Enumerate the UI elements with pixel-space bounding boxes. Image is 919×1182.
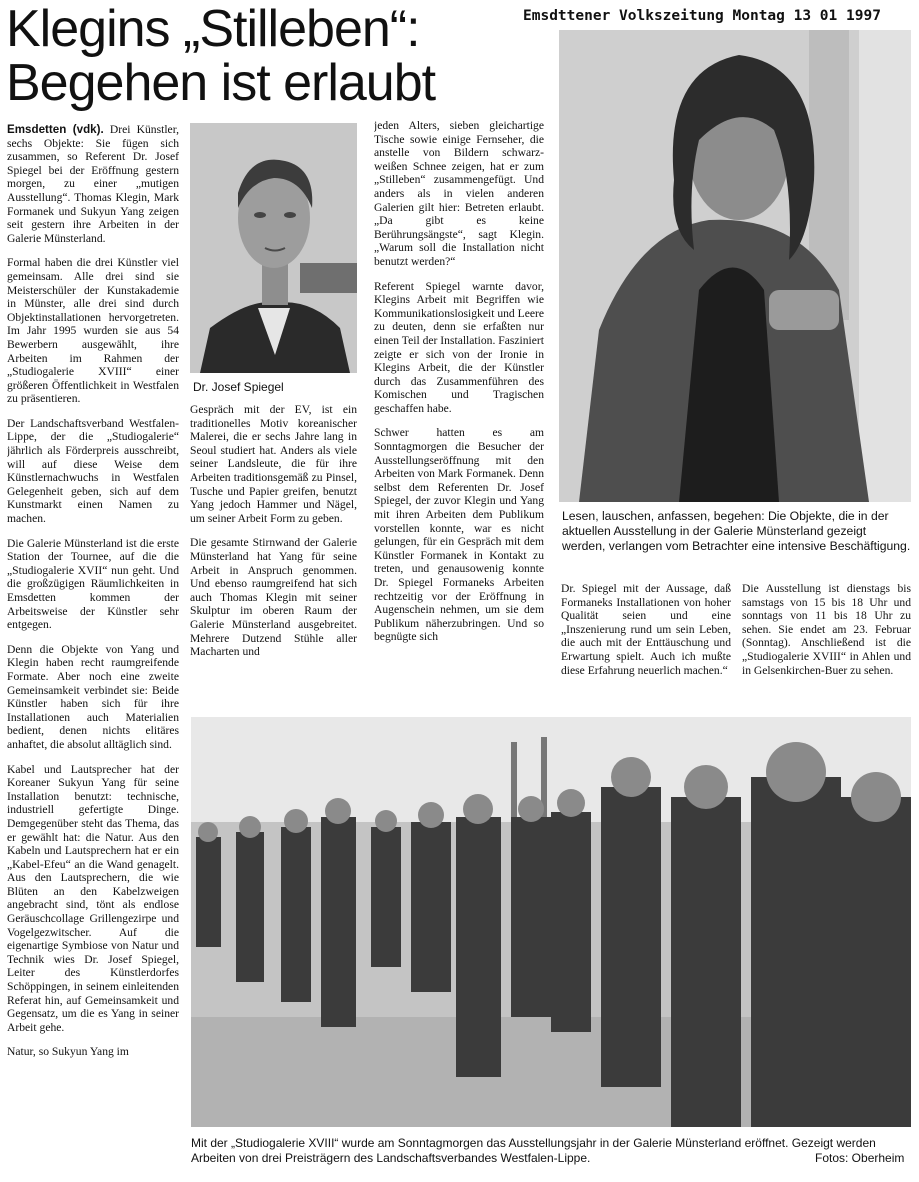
- woman-photo: [559, 30, 911, 502]
- article-column-4: [561, 582, 731, 712]
- paragraph: Referent Spiegel warnte davor, Klegins Arbeit mit Begriffen wie Kommunikationslosigkeit und Leere zu deuten, denn sie erfaßten nur einen Teil der Installation. Fasziniert zeigte er sich von der Ironie in Klegins Arbeit, die der Künstler durch das Zusammenführen des Komischen und Tragischen geschaffen habe.: [374, 279, 544, 415]
- woman-image: [559, 30, 911, 502]
- portrait-photo: [190, 123, 357, 373]
- article-column-5: [742, 582, 911, 712]
- paragraph: jeden Alters, sieben gleichartige Tische sowie einige Fernseher, die anstelle von Bildern schwarz-weißen Schnee zeigen, hat er zum „Stilleben“ zusammengefügt. Und anders als in vielen anderen Galerien gilt hier: Betreten erlaubt. „Da gibt es keine Berührungsängste“, sagt Klegin. „Warum soll die Installation nicht benutzt werden?“: [374, 119, 544, 268]
- photo-credit: Fotos: Oberheim: [815, 1151, 905, 1165]
- paragraph: Denn die Objekte von Yang und Klegin haben recht raumgreifende Formate. Aber noch eine zweite Gemeinsamkeit verbindet sie: Beide Künstler haben sich für ihre Installationen auch Materialien bedient, denen nichts elitäres anhaftet, die absolut alltäglich sind.: [7, 642, 179, 751]
- crowd-photo: [191, 717, 911, 1127]
- paragraph: Emsdetten (vdk). Drei Künstler, sechs Objekte: Sie fügen sich zusammen, so Referent Dr. Josef Spiegel bei der Eröffnung gestern morgen, zu einer „mutigen Ausstellung“. Thomas Klegin, Mark Formanek und Sukyun Yang zeigen seit gestern ihre Arbeiten in der Galerie Münsterland.: [7, 123, 179, 245]
- portrait-image: [190, 123, 357, 373]
- portrait-caption: Dr. Josef Spiegel: [193, 380, 284, 394]
- paragraph: Formal haben die drei Künstler viel gemeinsam. Alle drei sind sie Meisterschüler der Kunstakademie in Münster, alle drei sind durch Objektinstallationen hervorgetreten. Im Jahr 1995 wurden sie aus 54 Bewerbern ausgewählt, ihre Arbeiten im Rahmen der „Studiogalerie XVIII“ einer größeren Öffentlichkeit in Westfalen zu präsentieren.: [7, 256, 179, 406]
- headline-line-2: Begehen ist erlaubt: [6, 54, 436, 112]
- headline-line-1: Klegins „Stilleben“:: [6, 0, 420, 58]
- woman-photo-caption: Lesen, lauschen, anfassen, begehen: Die Objekte, die in der aktuellen Ausstellung in der Galerie Münsterland gezeigt werden, verlangen vom Betrachter eine intensive Beschäftigung.: [562, 509, 911, 553]
- dateline: Emsdetten (vdk).: [7, 123, 104, 136]
- article-column-1: [7, 123, 179, 1173]
- source-line: Emsdttener Volkszeitung Montag 13 01 1997: [523, 8, 881, 24]
- paragraph: Schwer hatten es am Sonntagmorgen die Besucher der Ausstellungseröffnung mit den Arbeiten von Mark Formanek. Denn selbst dem Referenten Dr. Josef Spiegel, der zuvor Klegin und Yang mit ihren Arbeiten dem Publikum vorstellen konnte, war es nicht gelungen, für ein Gespräch mit dem Künstler Formanek in Kontakt zu treten, und genausowenig konnte Dr. Spiegel Formaneks Arbeiten rechtzeitig vor der Eröffnung in Augenschein nehmen, um sie dem Publikum näherzubringen. Und so begnügte sich: [374, 426, 544, 644]
- paragraph: Natur, so Sukyun Yang im: [7, 1045, 129, 1059]
- paragraph: Kabel und Lautsprecher hat der Koreaner Sukyun Yang für seine Installation benutzt: technische, industriell gefertigte Dinge. Demgegenüber steht das Thema, das er gewählt hat: die Natur. Aus den Kabeln und Lautsprechern hat er ein „Kabel-Efeu“ an die Wand genagelt. Aus den Lautsprechern, die wie Blüten an den Kabelzweigen angebracht sind, tönt als endlose Geräuschcollage Grillengezirpe und Vogelgezwitscher. Auf die eigenartige Symbiose von Natur und Technik wies Dr. Josef Spiegel, Leiter des Künstlerdorfes Schöppingen, in seinem einleitenden Referat hin, auf Gemeinsamkeit und Gegensatz, um die es Yang in seiner Arbeit gehe.: [7, 762, 179, 1034]
- article-column-2: [190, 403, 357, 713]
- paragraph: Dr. Spiegel mit der Aussage, daß Formaneks Installationen von hoher Qualität seien und eine „Inszenierung rund um sein Leben, die auch mit der Enttäuschung und Erwartung spielt. Auch ich mußte diese Erfahrung neuerlich machen.“: [561, 582, 731, 677]
- crowd-photo-caption: Mit der „Studiogalerie XVIII“ wurde am Sonntagmorgen das Ausstellungsjahr in der Galerie Münsterland eröffnet. Gezeigt werden Arbeiten von drei Preisträgern des Landschaftsverbandes Westfalen-Lippe.: [191, 1136, 876, 1165]
- crowd-image: [191, 717, 911, 1127]
- paragraph: Die gesamte Stirnwand der Galerie Münsterland hat Yang für seine Arbeit in Anspruch genommen. Und ebenso raumgreifend hat sich auch Thomas Klegin mit seiner Skulptur im oberen Raum der Galerie Münsterland ausgebreitet. Mehrere Dutzend Stühle aller Macharten und: [190, 536, 357, 659]
- paragraph: Gespräch mit der EV, ist ein traditionelles Motiv koreanischer Malerei, die er sechs Jahre lang in Seoul studiert hat. Anders als viele seiner Landsleute, die für ihre Arbeiten traditionsgemäß zu Pinsel, Tusche und Papier greifen, benutzt Yang jedoch Hammer und Nägel, um seiner Arbeit Form zu geben.: [190, 403, 357, 525]
- paragraph: Die Ausstellung ist dienstags bis samstags von 15 bis 18 Uhr und sonntags von 11 bis 18 Uhr zu sehen. Sie endet am 23. Februar (Sonntag). Anschließend ist die „Studiogalerie XVIII“ in Ahlen und in Gelsenkirchen-Buer zu sehen.: [742, 582, 911, 677]
- paragraph: Die Galerie Münsterland ist die erste Station der Tournee, auf die die „Studiogalerie XVII“ nun geht. Und die großzügigen Räumlichkeiten in Emsdetten kommen der Arbeitsweise der Künstler sehr entgegen.: [7, 536, 179, 632]
- paragraph: Der Landschaftsverband Westfalen-Lippe, der die „Studiogalerie“ jährlich als Förderpreis ausschreibt, will auf diese Weise dem Künstlernachwuchs in Westfalen Gelegenheit geben, sich auf dem Kunstmarkt einen Namen zu machen.: [7, 416, 179, 526]
- headline: [6, 2, 526, 110]
- article-column-3: [374, 119, 544, 709]
